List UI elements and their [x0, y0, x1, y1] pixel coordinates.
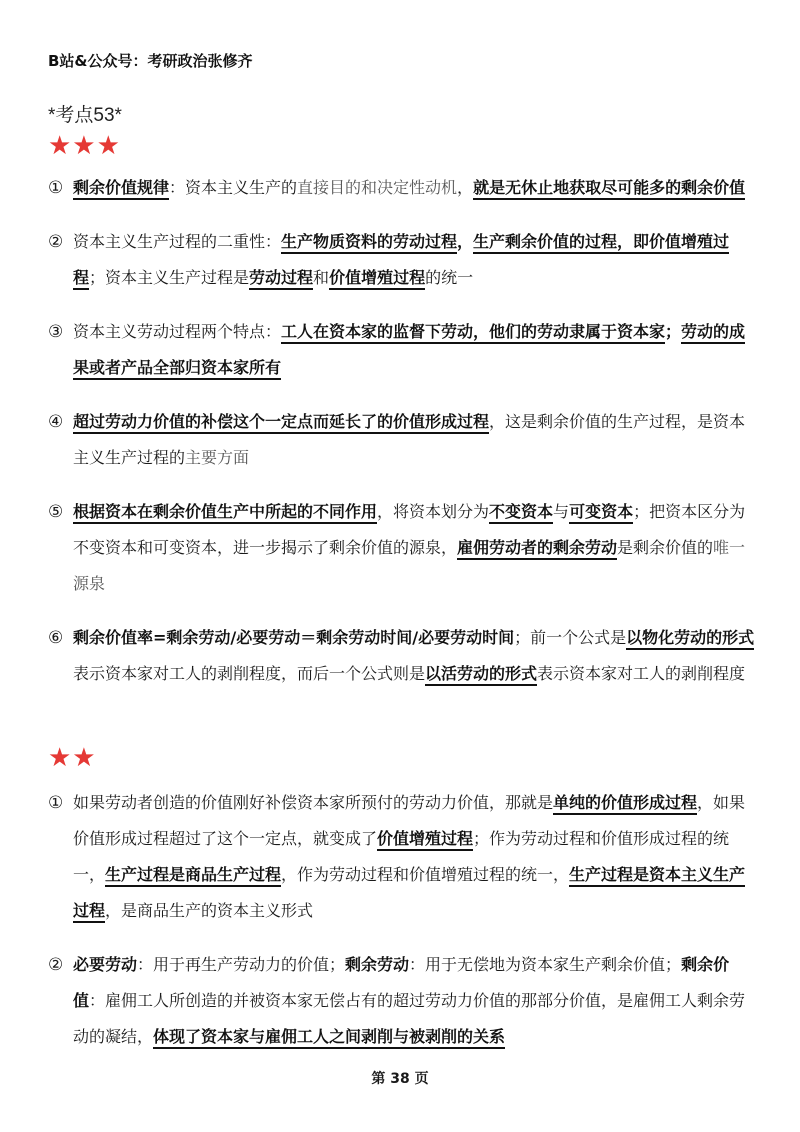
item-number: ①: [48, 178, 64, 198]
key-phrase: 就是无休止地获取尽可能多的剩余价值: [473, 178, 745, 200]
topic-title: *考点53*: [48, 105, 122, 126]
key-phrase: 以物化劳动的形式: [626, 628, 754, 650]
key-phrase: 以活劳动的形式: [425, 664, 537, 686]
text: 如果劳动者创造的价值刚好补偿资本家所预付的劳动力价值，那就是: [73, 793, 554, 812]
key-phrase: 生产过程是资本主义生产过程: [73, 865, 745, 923]
text: ，这是剩余价值的生产过程，是资本主义生产过程的: [73, 412, 746, 467]
text: 资本主义劳动过程两个特点：: [73, 322, 282, 341]
list-item: [48, 494, 756, 602]
section-two-star: [48, 785, 756, 1073]
text: ：资本主义生产的: [169, 178, 298, 197]
two-star-rating: ★★: [48, 743, 97, 773]
key-phrase: 生产剩余价值的过程，即价值增殖过程: [73, 232, 729, 290]
key-phrase: 超过劳动力价值的补偿这个一定点而延长了的价值形成过程: [73, 412, 489, 434]
key-phrase: 根据资本在剩余价值生产中所起的不同作用: [73, 502, 377, 524]
key-term: 剩余劳动: [345, 955, 410, 974]
page-number: 第 38 页: [371, 1071, 429, 1087]
key-phrase: 劳动过程: [249, 268, 313, 290]
list-item: [48, 314, 756, 386]
item-number: ③: [48, 322, 64, 342]
key-phrase: 雇佣劳动者的剩余劳动: [457, 538, 617, 560]
text: ，将资本划分为: [377, 502, 490, 521]
item-number: ⑥: [48, 628, 64, 648]
text: ；作为劳动过程和价值形成过程的统一，: [73, 829, 730, 884]
list-item: [48, 785, 756, 929]
text: ：雇佣工人所创造的并被资本家无偿占有的超过劳动力价值的那部分价值，是雇佣工人剩余劳动的凝结，: [73, 991, 746, 1046]
item-number: ⑤: [48, 502, 64, 522]
text: 是剩余价值的: [617, 538, 714, 557]
text: 的统一: [425, 268, 474, 287]
item-number: ④: [48, 412, 64, 432]
list-item: [48, 947, 756, 1055]
key-phrase: 价值增殖过程: [377, 829, 473, 851]
text: ：用于再生产劳动力的价值；: [137, 955, 346, 974]
text: ；: [665, 322, 682, 341]
section-three-star: [48, 170, 756, 710]
text: ，作为劳动过程和价值增殖过程的统一，: [281, 865, 570, 884]
text: 表示资本家对工人的剥削程度: [537, 664, 746, 683]
text: 与: [553, 502, 570, 521]
text: ；把资本区分为不变资本和可变资本，进一步揭示了剩余价值的源泉，: [73, 502, 746, 557]
text: ，: [457, 178, 474, 197]
key-phrase: 生产过程是商品生产过程: [105, 865, 281, 887]
item-number: ②: [48, 232, 64, 252]
key-phrase: 价值增殖过程: [329, 268, 425, 290]
key-phrase: 可变资本: [569, 502, 633, 524]
key-phrase: 生产物质资料的劳动过程: [281, 232, 457, 254]
key-phrase: 体现了资本家与雇佣工人之间剥削与被剥削的关系: [153, 1027, 505, 1049]
list-item: [48, 404, 756, 476]
list-item: [48, 620, 756, 692]
list-item: [48, 224, 756, 296]
text: ，是商品生产的资本主义形式: [105, 901, 314, 920]
item-number: ①: [48, 793, 64, 813]
text: ；资本主义生产过程是: [89, 268, 250, 287]
item-number: ②: [48, 955, 64, 975]
text: 直接目的和决定性动机: [297, 178, 458, 197]
three-star-rating: ★★★: [48, 131, 121, 161]
key-term: 剩余价值: [73, 955, 730, 1010]
formula: 剩余价值率=剩余劳动/必要劳动＝剩余劳动时间/必要劳动时间: [73, 628, 515, 647]
key-phrase: 工人在资本家的监督下劳动，他们的劳动隶属于资本家: [281, 322, 665, 344]
text: ，: [457, 232, 474, 251]
key-term: 必要劳动: [73, 955, 138, 974]
text: ：用于无偿地为资本家生产剩余价值；: [409, 955, 682, 974]
key-term: 剩余价值规律: [73, 178, 169, 200]
text: 和: [313, 268, 330, 287]
text: ；前一个公式是: [514, 628, 627, 647]
key-phrase: 单纯的价值形成过程: [553, 793, 697, 815]
text: 唯一源泉: [73, 538, 746, 593]
header-source: B站&公众号：考研政治张修齐: [48, 52, 253, 70]
key-phrase: 不变资本: [489, 502, 553, 524]
key-phrase: 劳动的成果或者产品全部归资本家所有: [73, 322, 745, 380]
text: ，如果价值形成过程超过了这个一定点，就变成了: [73, 793, 746, 848]
text: 表示资本家对工人的剥削程度，而后一个公式则是: [73, 664, 426, 683]
list-item: [48, 170, 756, 206]
text: 主要方面: [185, 448, 250, 467]
text: 资本主义生产过程的二重性：: [73, 232, 282, 251]
